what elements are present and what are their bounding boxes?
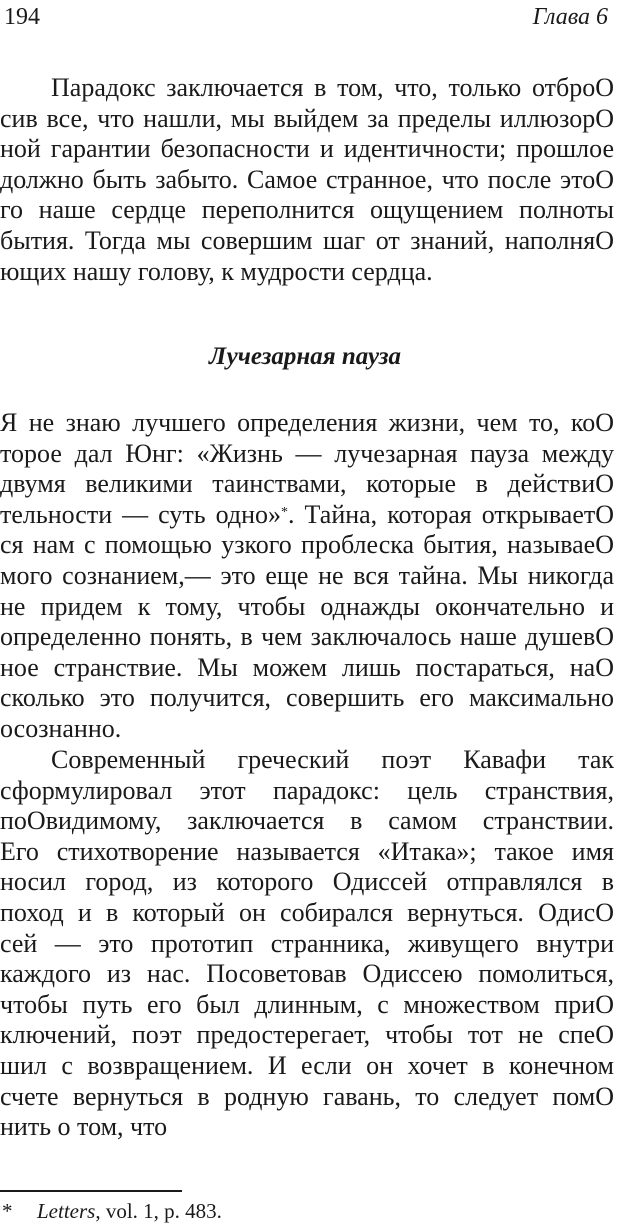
text-line: ной гарантии безопасности и идентичности; прошлое — [0, 134, 614, 164]
text-line: сколько это получится, совершить его максимально — [0, 683, 614, 713]
footnote-divider — [0, 1190, 182, 1192]
section-heading: Лучезарная пауза — [209, 343, 401, 370]
text-line: бытия. Тогда мы совершим шаг от знаний, наполняО — [0, 225, 614, 255]
text-line: ся нам с помощью узкого проблеска бытия, называеО — [0, 530, 614, 560]
chapter-title: Глава 6 — [532, 4, 608, 30]
text-line: сформулировал этот парадокс: цель странствия, — [0, 775, 614, 805]
paragraph-jung — [0, 408, 614, 745]
text-line: поход и в который он собирался вернуться. ОдисО — [0, 897, 614, 927]
text-line: осознанно. — [0, 713, 122, 743]
text-line: каждого из нас. Посоветовав Одиссею помолиться, — [0, 959, 614, 989]
text-segment: . Тайна, которая открываетО — [288, 499, 614, 529]
text-line: го наше сердце переполнится ощущением полноты — [0, 195, 614, 225]
footnote-mark: * — [2, 1199, 13, 1223]
paragraph-cavafy — [0, 745, 614, 1143]
text-line: носил город, из которого Одиссей отправлялся в — [0, 867, 614, 897]
text-line: шил с возвращением. И если он хочет в конечном — [0, 1050, 614, 1080]
text-line-with-footnote — [0, 500, 614, 531]
footnote-source — [37, 1197, 222, 1225]
text-line: поОвидимому, заключается в самом странствии. — [0, 806, 614, 836]
text-line: ющих нашу голову, к мудрости сердца. — [0, 256, 433, 286]
footnote-source-details: , vol. 1, p. 483. — [95, 1199, 222, 1223]
footnote-source-title: Letters — [37, 1199, 96, 1223]
text-line: ное странствие. Мы можем лишь постараться, наО — [0, 652, 614, 682]
text-line: Парадокс заключается в том, что, только отброО — [51, 73, 614, 102]
paragraph-intro — [0, 73, 614, 287]
text-segment: тельности — суть одно» — [0, 499, 282, 529]
text-line: счете вернуться в родную гавань, то следует помО — [0, 1081, 614, 1111]
text-line: Его стихотворение называется «Итака»; такое имя — [0, 836, 614, 866]
page-number: 194 — [4, 4, 40, 30]
text-line: чтобы путь его был длинным, с множеством приО — [0, 989, 614, 1019]
text-line: мого сознанием,— это еще не вся тайна. Мы никогда — [0, 560, 614, 590]
text-line: ключений, поэт предостерегает, чтобы тот не спеО — [0, 1020, 614, 1050]
text-line: двумя великими таинствами, которые в действиО — [0, 469, 614, 499]
text-line: не придем к тому, чтобы однажды окончательно и — [0, 591, 614, 621]
text-line: Я не знаю лучшего определения жизни, чем то, коО — [0, 408, 614, 437]
text-line: Современный греческий поэт Кавафи так — [51, 745, 614, 774]
text-line: торое дал Юнг: «Жизнь — лучезарная пауза между — [0, 438, 614, 468]
text-line: сей — это прототип странника, живущего внутри — [0, 928, 614, 958]
text-line: сив все, что нашли, мы выйдем за пределы иллюзорО — [0, 103, 614, 133]
running-head — [0, 2, 608, 32]
text-line: должно быть забыто. Самое странное, что после этоО — [0, 164, 614, 194]
text-line: определенно понять, в чем заключалось наше душевО — [0, 622, 614, 652]
text-line: нить о том, что — [0, 1112, 168, 1142]
footnote-reference: * — [281, 504, 289, 520]
